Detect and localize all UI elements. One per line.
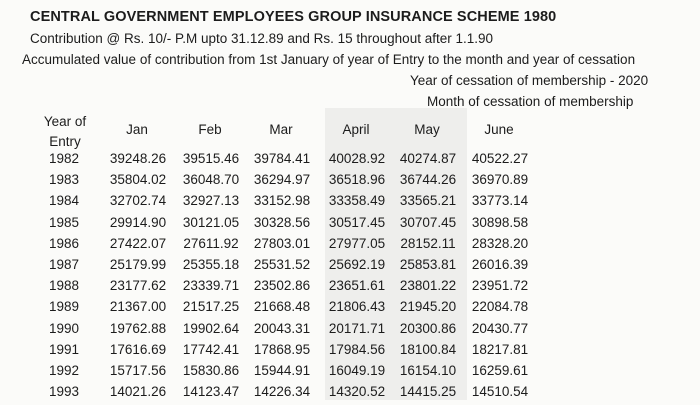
value-cell-may: 20300.86 (399, 320, 457, 336)
value-cell-jan: 27422.07 (109, 235, 167, 251)
entry-year-cell: 1989 (48, 299, 80, 315)
entry-year-cell: 1986 (48, 235, 80, 251)
value-cell-may: 25853.81 (399, 257, 457, 272)
value-cell-mar: 30328.56 (253, 214, 311, 230)
table-row (0, 172, 700, 193)
value-cell-june: 20430.77 (471, 320, 529, 336)
value-cell-april: 17984.56 (328, 341, 386, 357)
month-header-feb: Feb (198, 122, 222, 137)
value-cell-april: 33358.49 (328, 193, 386, 209)
value-cell-may: 14415.25 (399, 384, 457, 400)
entry-year-cell: 1984 (48, 193, 80, 209)
value-cell-april: 21806.43 (328, 299, 386, 315)
month-header-mar: Mar (269, 122, 293, 137)
value-cell-feb: 36048.70 (182, 172, 240, 188)
value-cell-mar: 25531.52 (253, 257, 311, 272)
value-cell-mar: 36294.97 (253, 172, 311, 188)
value-cell-feb: 27611.92 (183, 235, 239, 251)
entry-year-cell: 1983 (48, 172, 80, 188)
value-cell-jan: 35804.02 (109, 172, 167, 188)
month-header-jan: Jan (126, 122, 148, 137)
entry-year-cell: 1985 (48, 214, 80, 230)
value-cell-june: 40522.27 (471, 151, 529, 166)
year-of-entry-header (40, 112, 90, 152)
value-cell-april: 40028.92 (328, 151, 386, 166)
value-cell-april: 23651.61 (328, 278, 386, 294)
value-cell-may: 18100.84 (399, 341, 457, 357)
month-header-april: April (342, 122, 370, 137)
value-cell-may: 30707.45 (399, 214, 457, 230)
document-title: CENTRAL GOVERNMENT EMPLOYEES GROUP INSURANCE SCHEME 1980 (30, 9, 557, 25)
value-cell-april: 27977.05 (328, 235, 386, 251)
value-cell-jan: 39248.26 (109, 151, 167, 166)
value-cell-mar: 20043.31 (253, 320, 311, 336)
value-cell-may: 16154.10 (399, 363, 457, 378)
accumulated-note: Accumulated value of contribution from 1st January of year of Entry to the month and year of cessation (22, 52, 636, 67)
value-cell-mar: 17868.95 (253, 341, 311, 357)
value-cell-feb: 39515.46 (182, 151, 240, 166)
month-header-june: June (484, 122, 514, 137)
value-cell-feb: 14123.47 (182, 384, 240, 400)
value-cell-jan: 32702.74 (109, 193, 167, 209)
value-cell-jan: 25179.99 (109, 257, 167, 272)
value-cell-may: 23801.22 (399, 278, 457, 294)
value-cell-june: 23951.72 (471, 278, 529, 294)
value-cell-feb: 30121.05 (182, 214, 240, 230)
value-cell-june: 33773.14 (471, 193, 529, 209)
value-cell-jan: 14021.26 (109, 384, 167, 400)
table-row (0, 215, 700, 236)
value-cell-feb: 19902.64 (182, 320, 240, 336)
table-row (0, 278, 700, 299)
value-cell-april: 16049.19 (328, 363, 386, 378)
value-cell-june: 22084.78 (471, 299, 529, 315)
value-cell-feb: 17742.41 (182, 341, 240, 357)
value-cell-june: 26016.39 (471, 257, 529, 272)
value-cell-may: 40274.87 (399, 151, 457, 166)
value-cell-june: 18217.81 (471, 341, 529, 357)
value-cell-jan: 21367.00 (109, 299, 167, 315)
table-row (0, 384, 700, 405)
value-cell-june: 36970.89 (471, 172, 529, 188)
value-cell-may: 36744.26 (399, 172, 457, 188)
value-cell-june: 14510.54 (471, 384, 529, 400)
entry-year-cell: 1993 (48, 384, 80, 400)
value-cell-feb: 32927.13 (182, 193, 240, 209)
value-cell-feb: 25355.18 (182, 257, 240, 272)
value-cell-mar: 15944.91 (253, 363, 311, 378)
value-cell-mar: 14226.34 (253, 384, 311, 400)
value-cell-mar: 33152.98 (253, 193, 311, 209)
entry-year-cell: 1988 (48, 278, 80, 294)
value-cell-jan: 17616.69 (109, 341, 167, 357)
table-row (0, 193, 700, 214)
table-row (0, 236, 700, 257)
table-row (0, 299, 700, 320)
value-cell-feb: 21517.25 (182, 299, 240, 315)
value-cell-jan: 23177.62 (109, 278, 167, 294)
value-cell-may: 33565.21 (399, 193, 457, 209)
value-cell-april: 30517.45 (328, 214, 386, 230)
year-of-entry-header-line2: Entry (49, 134, 81, 149)
cessation-month-label: Month of cessation of membership (427, 94, 634, 109)
value-cell-jan: 15717.56 (109, 363, 167, 378)
year-of-entry-header-line1: Year of (43, 114, 87, 129)
value-cell-feb: 23339.71 (182, 278, 240, 294)
value-cell-june: 16259.61 (471, 363, 529, 378)
entry-year-cell: 1987 (48, 257, 80, 272)
value-cell-feb: 15830.86 (182, 363, 240, 378)
value-cell-may: 28152.11 (400, 235, 456, 251)
table-row (0, 257, 700, 278)
contribution-note: Contribution @ Rs. 10/- P.M upto 31.12.89 and Rs. 15 throughout after 1.1.90 (30, 31, 493, 46)
value-cell-mar: 27803.01 (253, 235, 311, 251)
table-row (0, 363, 700, 384)
entry-year-cell: 1982 (48, 151, 80, 166)
value-cell-mar: 39784.41 (253, 151, 311, 166)
entry-year-cell: 1992 (48, 363, 80, 378)
value-cell-jan: 19762.88 (109, 320, 167, 336)
table-row (0, 342, 700, 363)
table-row (0, 151, 700, 172)
value-cell-mar: 21668.48 (253, 299, 311, 315)
value-cell-may: 21945.20 (399, 299, 457, 315)
value-cell-june: 30898.58 (471, 214, 529, 230)
value-cell-june: 28328.20 (471, 235, 529, 251)
entry-year-cell: 1990 (48, 320, 80, 336)
value-cell-mar: 23502.86 (253, 278, 311, 294)
entry-year-cell: 1991 (48, 341, 80, 357)
value-cell-april: 25692.19 (328, 257, 386, 272)
table-row (0, 321, 700, 342)
value-cell-april: 20171.71 (328, 320, 386, 336)
month-header-may: May (414, 122, 440, 137)
cessation-year-label: Year of cessation of membership - 2020 (410, 73, 649, 88)
value-cell-jan: 29914.90 (109, 214, 167, 230)
value-cell-april: 36518.96 (328, 172, 386, 188)
value-cell-april: 14320.52 (328, 384, 386, 400)
